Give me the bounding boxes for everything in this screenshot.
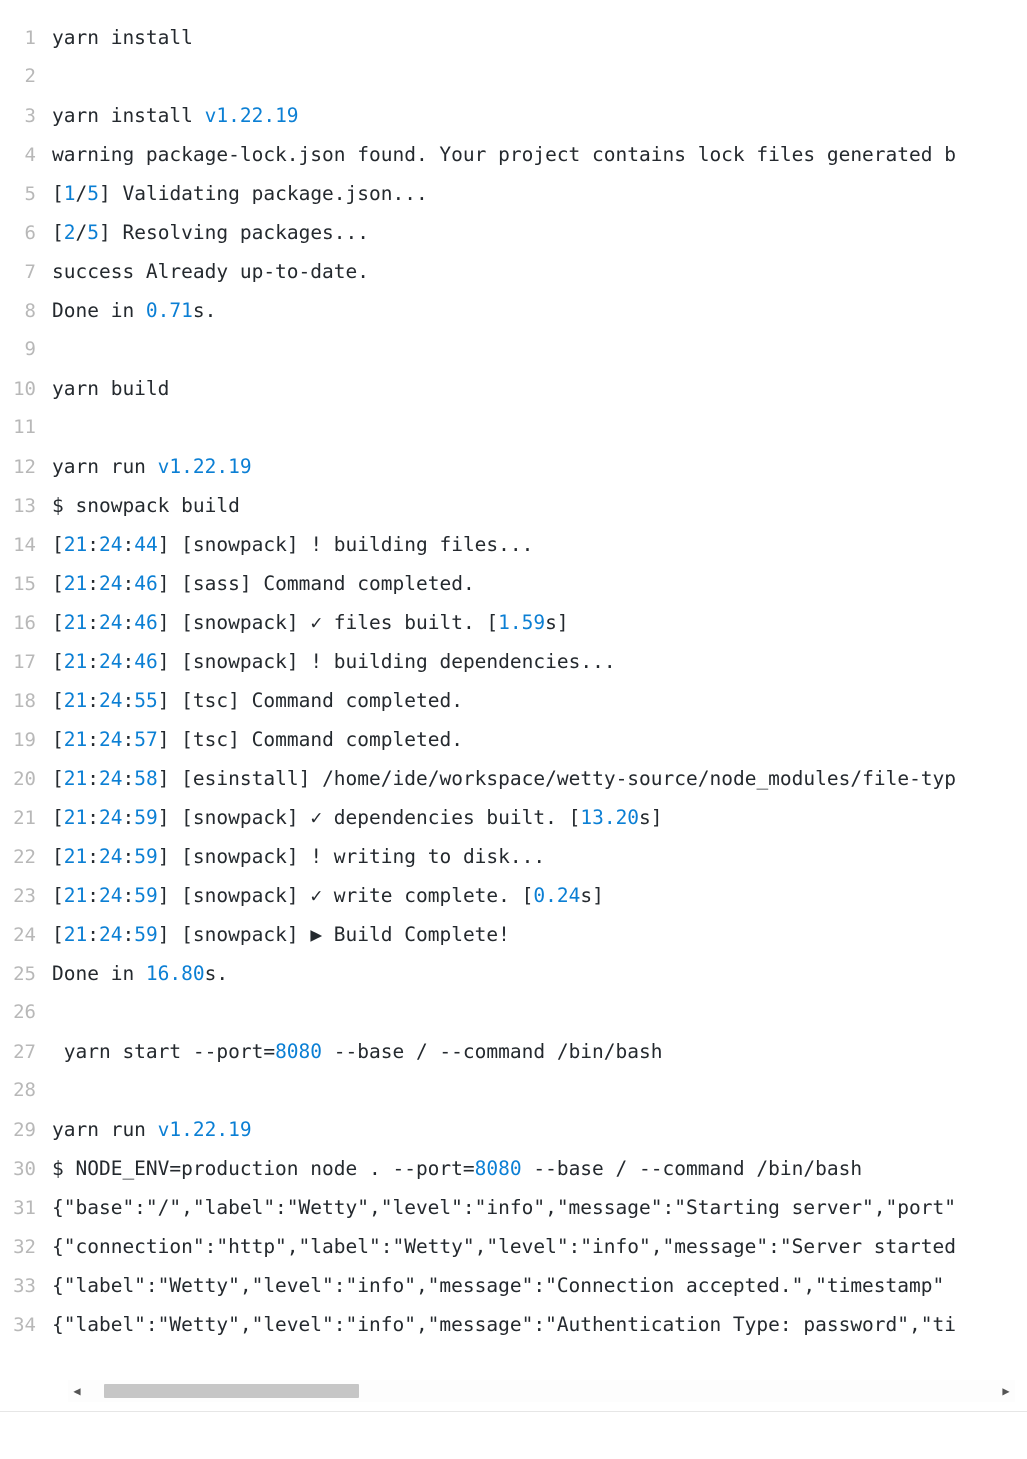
line-content: [1/5] Validating package.json... (52, 182, 428, 205)
line-number: 2 (24, 65, 36, 87)
terminal-lines-container[interactable] (0, 18, 1027, 1374)
terminal-line (0, 798, 1027, 837)
line-content: yarn install (52, 26, 193, 49)
terminal-line (0, 720, 1027, 759)
line-content: [21:24:59] [snowpack] ! writing to disk... (52, 845, 546, 868)
line-number: 3 (24, 105, 36, 127)
line-number: 11 (13, 416, 36, 438)
line-content: {"label":"Wetty","level":"info","message":"Authentication Type: password","ti (52, 1313, 956, 1336)
line-content: yarn run v1.22.19 (52, 455, 252, 478)
line-content: [21:24:59] [snowpack] ✓ dependencies built. [13.20s] (52, 806, 663, 829)
terminal-line (0, 291, 1027, 330)
line-content: Done in 0.71s. (52, 299, 217, 322)
line-content: success Already up-to-date. (52, 260, 369, 283)
line-content: {"label":"Wetty","level":"info","message":"Connection accepted.","timestamp" (52, 1274, 945, 1297)
line-number: 8 (24, 300, 36, 322)
terminal-line (0, 1071, 1027, 1110)
line-number: 12 (13, 456, 36, 478)
line-number: 30 (13, 1158, 36, 1180)
scroll-left-arrow-icon[interactable]: ◀ (73, 1384, 81, 1398)
line-content: $ NODE_ENV=production node . --port=8080 --base / --command /bin/bash (52, 1157, 863, 1180)
terminal-line (0, 1305, 1027, 1344)
line-content: $ snowpack build (52, 494, 240, 517)
line-number: 16 (13, 612, 36, 634)
line-content: [21:24:59] [snowpack] ▶ Build Complete! (52, 923, 510, 946)
terminal-line (0, 525, 1027, 564)
line-number: 32 (13, 1236, 36, 1258)
line-number: 19 (13, 729, 36, 751)
line-content: [21:24:46] [snowpack] ✓ files built. [1.59s] (52, 611, 569, 634)
line-number: 5 (24, 183, 36, 205)
line-number: 18 (13, 690, 36, 712)
line-content: yarn run v1.22.19 (52, 1118, 252, 1141)
line-content: yarn build (52, 377, 170, 400)
line-number: 7 (24, 261, 36, 283)
terminal-line (0, 1149, 1027, 1188)
terminal-line (0, 1227, 1027, 1266)
line-content: [2/5] Resolving packages... (52, 221, 370, 244)
line-number: 9 (24, 338, 36, 360)
line-content: [21:24:59] [snowpack] ✓ write complete. [0.24s] (52, 884, 604, 907)
terminal-line (0, 642, 1027, 681)
line-number: 26 (13, 1001, 36, 1023)
terminal-line (0, 837, 1027, 876)
panel-divider (0, 1411, 1027, 1412)
terminal-line (0, 954, 1027, 993)
line-number: 15 (13, 573, 36, 595)
terminal-line (0, 96, 1027, 135)
line-number: 33 (13, 1275, 36, 1297)
terminal-line (0, 252, 1027, 291)
terminal-line (0, 759, 1027, 798)
line-number: 10 (13, 378, 36, 400)
line-content: [21:24:57] [tsc] Command completed. (52, 728, 463, 751)
terminal-line (0, 486, 1027, 525)
line-number: 6 (24, 222, 36, 244)
line-content: Done in 16.80s. (52, 962, 229, 985)
line-content: [21:24:44] [snowpack] ! building files... (52, 533, 534, 556)
line-number: 34 (13, 1314, 36, 1336)
line-number: 27 (13, 1041, 36, 1063)
line-content: yarn start --port=8080 --base / --command /bin/bash (52, 1040, 663, 1063)
terminal-line (0, 1188, 1027, 1227)
line-number: 21 (13, 807, 36, 829)
line-content: {"base":"/","label":"Wetty","level":"info","message":"Starting server","port" (52, 1196, 956, 1219)
scrollbar-rail[interactable] (86, 1384, 997, 1398)
terminal-line (0, 57, 1027, 96)
line-content: warning package-lock.json found. Your project contains lock files generated b (52, 143, 956, 166)
terminal-line (0, 18, 1027, 57)
line-content: {"connection":"http","label":"Wetty","level":"info","message":"Server started (52, 1235, 956, 1258)
line-number: 14 (13, 534, 36, 556)
terminal-line (0, 915, 1027, 954)
line-number: 23 (13, 885, 36, 907)
line-content: [21:24:46] [sass] Command completed. (52, 572, 475, 595)
terminal-line (0, 408, 1027, 447)
terminal-line (0, 174, 1027, 213)
terminal-line (0, 135, 1027, 174)
line-content: [21:24:46] [snowpack] ! building dependencies... (52, 650, 616, 673)
terminal-line (0, 1266, 1027, 1305)
terminal-line (0, 447, 1027, 486)
terminal-line (0, 876, 1027, 915)
horizontal-scrollbar[interactable] (68, 1380, 1015, 1402)
line-number: 13 (13, 495, 36, 517)
line-number: 17 (13, 651, 36, 673)
terminal-line (0, 603, 1027, 642)
line-content: [21:24:58] [esinstall] /home/ide/workspace/wetty-source/node_modules/file-typ (52, 767, 957, 790)
terminal-line (0, 213, 1027, 252)
scroll-right-arrow-icon[interactable]: ▶ (1002, 1384, 1010, 1398)
line-number: 25 (13, 963, 36, 985)
line-number: 1 (24, 27, 36, 49)
line-content: yarn install v1.22.19 (52, 104, 299, 127)
line-content: [21:24:55] [tsc] Command completed. (52, 689, 463, 712)
line-number: 28 (13, 1079, 36, 1101)
line-number: 22 (13, 846, 36, 868)
line-number: 24 (13, 924, 36, 946)
line-number: 29 (13, 1119, 36, 1141)
line-number: 20 (13, 768, 36, 790)
line-number: 4 (24, 144, 36, 166)
line-number: 31 (13, 1197, 36, 1219)
terminal-line (0, 681, 1027, 720)
terminal-line (0, 564, 1027, 603)
terminal-line (0, 993, 1027, 1032)
terminal-line (0, 1110, 1027, 1149)
terminal-line (0, 1032, 1027, 1071)
terminal-line (0, 330, 1027, 369)
scrollbar-thumb[interactable] (104, 1384, 359, 1398)
terminal-line (0, 369, 1027, 408)
